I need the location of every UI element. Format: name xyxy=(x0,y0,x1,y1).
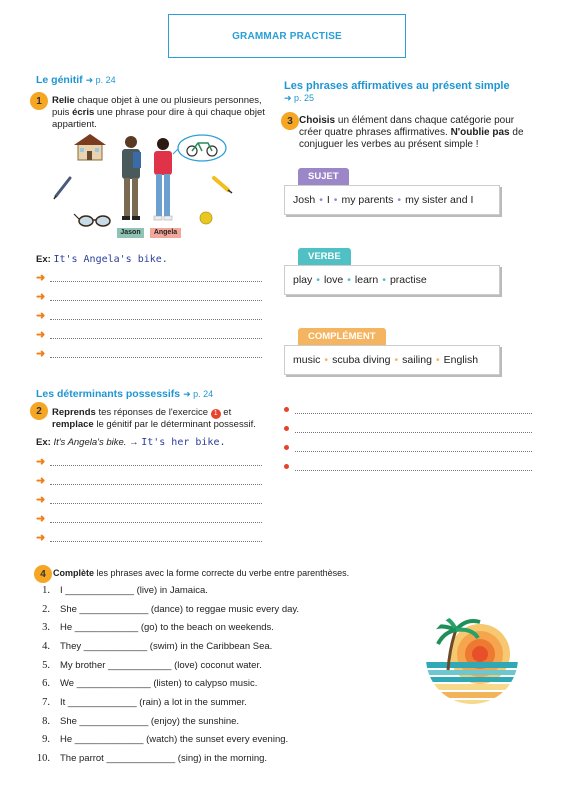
item-text[interactable]: They ____________ (swim) in the Caribbean Sea. xyxy=(60,640,273,652)
ex2-label: Ex: xyxy=(36,437,51,448)
exercise-1-number: 1 xyxy=(36,95,42,107)
answer-line[interactable] xyxy=(36,452,262,471)
determinants-heading xyxy=(36,388,213,400)
exercise-2-answer-lines xyxy=(36,452,262,547)
verbe-item: learn xyxy=(354,274,379,286)
list-item xyxy=(28,674,408,693)
category-sujet-box: Josh • I • my parents • my sister and I xyxy=(284,185,500,215)
sujet-item: my parents xyxy=(341,194,394,206)
instr3-mid: un élément dans chaque catégorie pour créer quatre phrases affirmatives. xyxy=(299,115,515,138)
bullet-icon xyxy=(284,445,289,450)
instr1-end: une phrase pour dire à qui chaque objet appartient. xyxy=(52,107,265,130)
exercise-4-number: 4 xyxy=(40,568,46,580)
complement-item: scuba diving xyxy=(332,354,391,366)
arrow-icon: ➜ xyxy=(36,532,46,544)
complement-item: music xyxy=(293,354,321,366)
tennis-ball-icon xyxy=(200,212,212,224)
arrow-icon: ➜ xyxy=(36,291,46,303)
item-text[interactable]: I _____________ (live) in Jamaica. xyxy=(60,584,208,596)
exercise-ref-badge: 1 xyxy=(211,409,221,419)
verbe-label: VERBE xyxy=(298,248,351,265)
exercise-4-list xyxy=(28,581,408,768)
item-number: 6. xyxy=(42,678,50,690)
affirmatives-page-ref: ➜ p. 25 xyxy=(284,93,315,103)
verbe-item: play xyxy=(293,274,313,286)
item-number: 9. xyxy=(42,734,50,746)
bullet-icon xyxy=(284,464,289,469)
angela-figure xyxy=(154,138,172,220)
exercise-2-number: 2 xyxy=(36,405,42,417)
answer-line[interactable] xyxy=(36,325,262,344)
item-number: 7. xyxy=(42,696,50,708)
tropical-sunset-icon xyxy=(424,610,520,706)
answer-line[interactable] xyxy=(36,306,262,325)
sujet-item: I xyxy=(326,194,330,206)
answer-line[interactable] xyxy=(36,490,262,509)
list-item xyxy=(28,693,408,712)
category-sujet-tab xyxy=(298,166,349,185)
instr1-mid: chaque objet à une ou plusieurs personnes, puis xyxy=(52,95,262,118)
item-text[interactable]: My brother ____________ (love) coconut water. xyxy=(60,659,262,671)
item-number: 4. xyxy=(42,640,50,652)
instr2-mid: tes réponses de l'exercice xyxy=(95,407,211,418)
list-item xyxy=(28,600,408,619)
arrow-icon: ➜ xyxy=(36,475,46,487)
instr2-bold2: remplace xyxy=(52,419,94,430)
pen-icon xyxy=(54,178,70,199)
item-text[interactable]: She _____________ (enjoy) the sunshine. xyxy=(60,715,240,727)
category-complement-tab xyxy=(298,326,386,345)
arrow-icon: ➜ xyxy=(36,272,46,284)
genitif-page-ref: ➜ p. 24 xyxy=(85,75,116,85)
answer-line[interactable] xyxy=(36,287,262,306)
genitif-heading xyxy=(36,74,116,86)
ex2-answer: It's her bike. xyxy=(141,437,226,448)
exercise-2-example xyxy=(36,437,226,448)
list-item xyxy=(28,749,408,768)
complement-item: English xyxy=(443,354,479,366)
title-box xyxy=(168,14,406,58)
verbe-item: love xyxy=(323,274,344,286)
category-verbe-box: play • love • learn • practise xyxy=(284,265,500,295)
determinants-page-ref: ➜ p. 24 xyxy=(183,389,214,399)
bullet-icon xyxy=(284,407,289,412)
house-icon xyxy=(74,134,106,160)
answer-line[interactable] xyxy=(284,457,532,476)
item-number: 3. xyxy=(42,622,50,634)
exercise-2-badge xyxy=(30,402,48,420)
item-text[interactable]: It _____________ (rain) a lot in the summer. xyxy=(60,696,247,708)
list-item xyxy=(28,731,408,750)
answer-line[interactable] xyxy=(284,419,532,438)
answer-line[interactable] xyxy=(36,268,262,287)
angela-label: Angela xyxy=(153,229,178,236)
answer-line[interactable] xyxy=(36,471,262,490)
list-item xyxy=(28,712,408,731)
category-complement-box: music • scuba diving • sailing • English xyxy=(284,345,500,375)
ex2-arrow: → xyxy=(129,437,139,448)
pencil-icon xyxy=(214,178,232,193)
item-number: 10. xyxy=(36,753,50,765)
exercise-1-badge xyxy=(30,92,48,110)
complement-label: COMPLÉMENT xyxy=(298,328,386,345)
arrow-icon: ➜ xyxy=(36,329,46,341)
exercise-2-instruction xyxy=(52,407,266,431)
instr3-end: de conjuguer les verbes au présent simple ! xyxy=(299,127,524,150)
exercise-1-example xyxy=(36,254,168,265)
item-text[interactable]: She _____________ (dance) to reggae music every day. xyxy=(60,603,300,615)
answer-line[interactable] xyxy=(36,344,262,363)
genitif-heading-text: Le génitif xyxy=(36,74,83,86)
instr4-bold: Complète xyxy=(53,568,95,578)
arrow-icon: ➜ xyxy=(36,513,46,525)
item-number: 8. xyxy=(42,715,50,727)
instr2-mid2: et xyxy=(220,407,232,418)
exercise-3-answer-lines xyxy=(284,400,532,476)
genitif-illustration xyxy=(48,132,263,244)
glasses-icon xyxy=(74,214,110,226)
instr1-bold2: écris xyxy=(72,107,95,118)
answer-line[interactable] xyxy=(284,438,532,457)
instr1-bold1: Relie xyxy=(52,95,75,106)
exercise-4-instruction xyxy=(53,567,349,579)
ex2-given: It's Angela's bike. xyxy=(53,437,127,448)
exercise-3-badge xyxy=(281,112,299,130)
list-item xyxy=(28,637,408,656)
instr3-bold1: Choisis xyxy=(299,115,336,126)
exercise-1-answer-lines xyxy=(36,268,262,363)
item-number: 2. xyxy=(42,603,50,615)
item-text[interactable]: We ______________ (listen) to calypso music. xyxy=(60,678,258,690)
arrow-icon: ➜ xyxy=(36,456,46,468)
category-verbe-tab xyxy=(298,246,351,265)
ex1-label: Ex: xyxy=(36,254,51,265)
jason-figure xyxy=(122,136,141,220)
affirmatives-heading: Les phrases affirmatives au présent simple xyxy=(284,80,510,92)
sujet-label: SUJET xyxy=(298,168,349,185)
list-item xyxy=(28,656,408,675)
bike-icon xyxy=(178,135,226,161)
item-text[interactable]: He ____________ (go) to the beach on weekends. xyxy=(60,622,274,634)
item-text[interactable]: He _____________ (watch) the sunset every evening. xyxy=(60,734,289,746)
instr4-rest: les phrases avec la forme correcte du verbe entre parenthèses. xyxy=(94,568,350,578)
connecting-line xyxy=(173,149,178,154)
arrow-icon: ➜ xyxy=(36,348,46,360)
sujet-item: my sister and I xyxy=(405,194,474,206)
bullet-icon xyxy=(284,426,289,431)
instr3-bold2: N'oublie pas xyxy=(450,127,510,138)
item-number: 1. xyxy=(42,584,50,596)
ex1-text: It's Angela's bike. xyxy=(53,254,168,265)
exercise-1-instruction xyxy=(52,95,266,131)
answer-line[interactable] xyxy=(36,528,262,547)
jason-label: Jason xyxy=(120,229,141,236)
item-number: 5. xyxy=(42,659,50,671)
exercise-3-instruction xyxy=(299,115,531,151)
verbe-item: practise xyxy=(389,274,427,286)
instr2-end: le génitif par le déterminant possessif. xyxy=(93,419,256,430)
determinants-heading-text: Les déterminants possessifs xyxy=(36,388,181,400)
list-item xyxy=(28,618,408,637)
arrow-icon: ➜ xyxy=(36,494,46,506)
arrow-icon: ➜ xyxy=(36,310,46,322)
page-title: GRAMMAR PRACTISE xyxy=(232,30,342,42)
exercise-3-number: 3 xyxy=(287,115,293,127)
complement-item: sailing xyxy=(402,354,432,366)
list-item xyxy=(28,581,408,600)
item-text[interactable]: The parrot _____________ (sing) in the morning. xyxy=(60,753,268,765)
answer-line[interactable] xyxy=(36,509,262,528)
instr2-bold1: Reprends xyxy=(52,407,96,418)
answer-line[interactable] xyxy=(284,400,532,419)
sujet-item: Josh xyxy=(293,194,316,206)
